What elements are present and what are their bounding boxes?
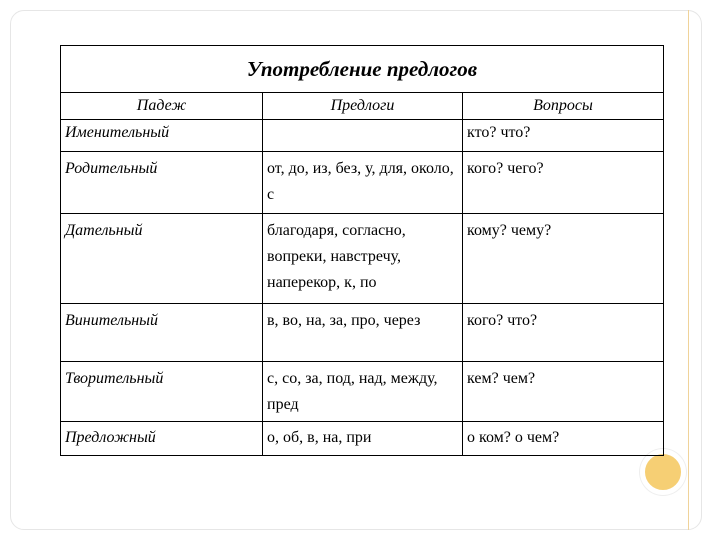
questions-cell: кого? чего?	[463, 152, 664, 214]
case-cell: Предложный	[61, 422, 263, 456]
table-row	[61, 152, 664, 214]
prepositions-table	[60, 45, 664, 456]
table-title: Употребление предлогов	[61, 46, 664, 93]
table-row	[61, 362, 664, 422]
table-header-row	[61, 93, 664, 120]
case-cell: Родительный	[61, 152, 263, 214]
table-row	[61, 120, 664, 152]
prepositions-cell: с, со, за, под, над, между, пред	[263, 362, 463, 422]
decorative-line	[688, 10, 689, 530]
questions-cell: кем? чем?	[463, 362, 664, 422]
table-row	[61, 214, 664, 304]
questions-cell: кого? что?	[463, 304, 664, 362]
table-title-row	[61, 46, 664, 93]
prepositions-cell	[263, 120, 463, 152]
questions-cell: кто? что?	[463, 120, 664, 152]
case-cell: Дательный	[61, 214, 263, 304]
header-case: Падеж	[61, 93, 263, 120]
questions-cell: кому? чему?	[463, 214, 664, 304]
case-cell: Именительный	[61, 120, 263, 152]
header-prepositions: Предлоги	[263, 93, 463, 120]
questions-cell: о ком? о чем?	[463, 422, 664, 456]
table-row	[61, 422, 664, 456]
prepositions-cell: благодаря, согласно, вопреки, навстречу, наперекор, к, по	[263, 214, 463, 304]
prepositions-cell: о, об, в, на, при	[263, 422, 463, 456]
case-cell: Винительный	[61, 304, 263, 362]
table-row	[61, 304, 664, 362]
case-cell: Творительный	[61, 362, 263, 422]
header-questions: Вопросы	[463, 93, 664, 120]
prepositions-cell: от, до, из, без, у, для, около, с	[263, 152, 463, 214]
prepositions-cell: в, во, на, за, про, через	[263, 304, 463, 362]
